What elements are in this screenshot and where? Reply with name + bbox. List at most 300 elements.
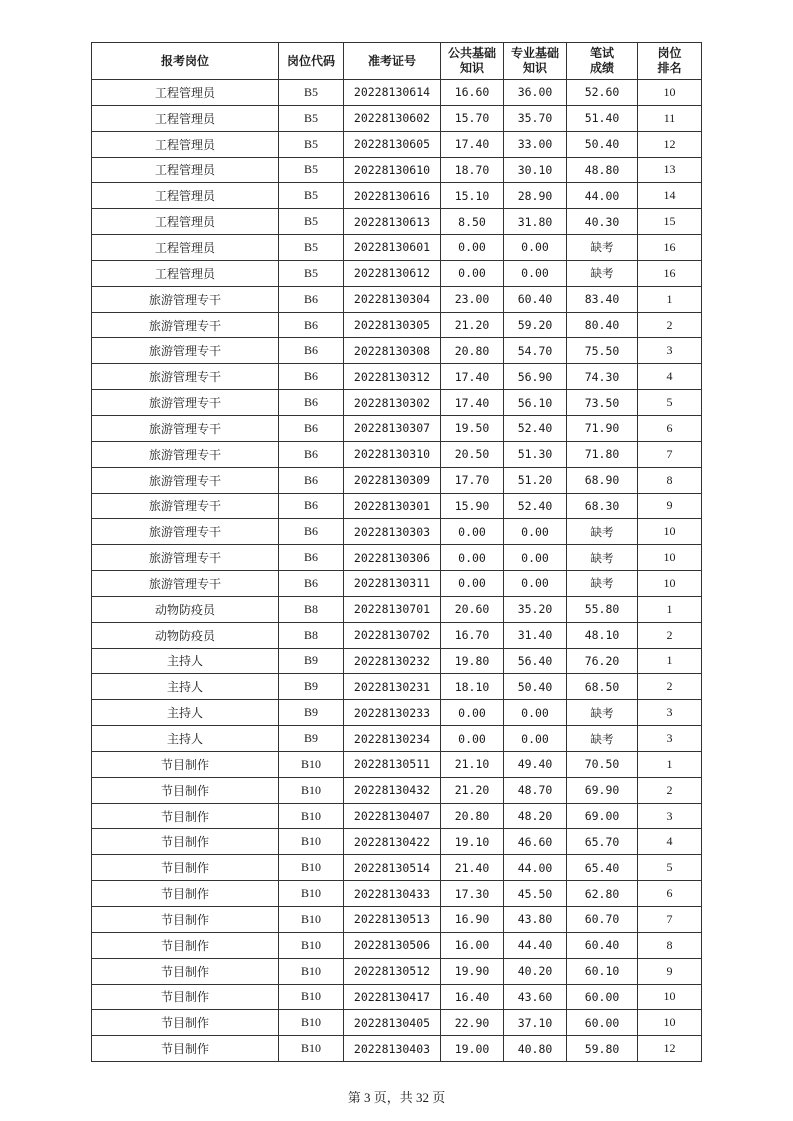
cell-code: B10 (279, 803, 344, 829)
cell-public-knowledge: 16.40 (441, 984, 504, 1010)
table-row (92, 829, 702, 855)
cell-public-knowledge: 22.90 (441, 1010, 504, 1036)
cell-exam-id: 20228130506 (344, 932, 441, 958)
cell-position: 旅游管理专干 (92, 545, 279, 571)
cell-written-score: 缺考 (567, 235, 638, 261)
cell-professional-knowledge: 0.00 (504, 571, 567, 597)
cell-code: B6 (279, 312, 344, 338)
cell-exam-id: 20228130422 (344, 829, 441, 855)
cell-professional-knowledge: 35.70 (504, 105, 567, 131)
cell-written-score: 44.00 (567, 183, 638, 209)
cell-exam-id: 20228130305 (344, 312, 441, 338)
cell-position: 主持人 (92, 726, 279, 752)
cell-rank: 10 (638, 1010, 702, 1036)
cell-written-score: 74.30 (567, 364, 638, 390)
table-row (92, 80, 702, 106)
cell-code: B6 (279, 364, 344, 390)
cell-public-knowledge: 19.90 (441, 958, 504, 984)
cell-code: B10 (279, 1036, 344, 1062)
cell-rank: 3 (638, 338, 702, 364)
cell-exam-id: 20228130614 (344, 80, 441, 106)
cell-written-score: 71.90 (567, 415, 638, 441)
cell-written-score: 51.40 (567, 105, 638, 131)
cell-code: B10 (279, 855, 344, 881)
cell-code: B5 (279, 157, 344, 183)
cell-exam-id: 20228130612 (344, 260, 441, 286)
cell-position: 动物防疫员 (92, 622, 279, 648)
cell-exam-id: 20228130304 (344, 286, 441, 312)
cell-exam-id: 20228130433 (344, 881, 441, 907)
cell-written-score: 68.50 (567, 674, 638, 700)
cell-public-knowledge: 8.50 (441, 209, 504, 235)
cell-public-knowledge: 23.00 (441, 286, 504, 312)
table-row (92, 648, 702, 674)
cell-exam-id: 20228130417 (344, 984, 441, 1010)
cell-written-score: 71.80 (567, 441, 638, 467)
cell-rank: 10 (638, 571, 702, 597)
cell-exam-id: 20228130701 (344, 596, 441, 622)
table-row (92, 881, 702, 907)
cell-public-knowledge: 21.20 (441, 777, 504, 803)
cell-professional-knowledge: 35.20 (504, 596, 567, 622)
cell-rank: 2 (638, 674, 702, 700)
cell-position: 工程管理员 (92, 183, 279, 209)
cell-professional-knowledge: 52.40 (504, 493, 567, 519)
cell-exam-id: 20228130307 (344, 415, 441, 441)
cell-exam-id: 20228130309 (344, 467, 441, 493)
cell-rank: 5 (638, 855, 702, 881)
cell-written-score: 68.30 (567, 493, 638, 519)
cell-professional-knowledge: 31.40 (504, 622, 567, 648)
header-professional-knowledge: 专业基础 知识 (504, 43, 567, 80)
cell-code: B6 (279, 493, 344, 519)
cell-public-knowledge: 17.40 (441, 390, 504, 416)
cell-rank: 2 (638, 312, 702, 338)
cell-public-knowledge: 18.70 (441, 157, 504, 183)
score-table-container (91, 42, 701, 1062)
table-row (92, 493, 702, 519)
cell-position: 工程管理员 (92, 209, 279, 235)
cell-written-score: 缺考 (567, 571, 638, 597)
cell-public-knowledge: 16.70 (441, 622, 504, 648)
cell-written-score: 69.90 (567, 777, 638, 803)
cell-position: 节目制作 (92, 932, 279, 958)
cell-exam-id: 20228130311 (344, 571, 441, 597)
cell-position: 节目制作 (92, 881, 279, 907)
cell-professional-knowledge: 31.80 (504, 209, 567, 235)
cell-code: B6 (279, 467, 344, 493)
cell-code: B9 (279, 726, 344, 752)
cell-rank: 3 (638, 726, 702, 752)
table-row (92, 1036, 702, 1062)
cell-position: 旅游管理专干 (92, 467, 279, 493)
table-row (92, 958, 702, 984)
table-row (92, 545, 702, 571)
cell-exam-id: 20228130702 (344, 622, 441, 648)
table-row (92, 596, 702, 622)
cell-rank: 14 (638, 183, 702, 209)
cell-code: B9 (279, 700, 344, 726)
table-row (92, 932, 702, 958)
cell-professional-knowledge: 59.20 (504, 312, 567, 338)
cell-written-score: 60.70 (567, 907, 638, 933)
cell-public-knowledge: 21.10 (441, 751, 504, 777)
cell-rank: 1 (638, 751, 702, 777)
cell-rank: 4 (638, 364, 702, 390)
cell-position: 节目制作 (92, 751, 279, 777)
cell-rank: 12 (638, 131, 702, 157)
cell-public-knowledge: 17.70 (441, 467, 504, 493)
table-row (92, 441, 702, 467)
header-written-score: 笔试 成绩 (567, 43, 638, 80)
score-table (91, 42, 702, 1062)
cell-position: 主持人 (92, 674, 279, 700)
table-row (92, 777, 702, 803)
cell-rank: 15 (638, 209, 702, 235)
cell-public-knowledge: 19.50 (441, 415, 504, 441)
header-public-knowledge: 公共基础 知识 (441, 43, 504, 80)
cell-professional-knowledge: 49.40 (504, 751, 567, 777)
cell-written-score: 缺考 (567, 519, 638, 545)
cell-rank: 10 (638, 80, 702, 106)
table-row (92, 415, 702, 441)
cell-exam-id: 20228130512 (344, 958, 441, 984)
cell-code: B6 (279, 390, 344, 416)
table-row (92, 183, 702, 209)
cell-rank: 11 (638, 105, 702, 131)
cell-code: B6 (279, 571, 344, 597)
cell-code: B6 (279, 545, 344, 571)
cell-rank: 2 (638, 777, 702, 803)
page-number-footer: 第 3 页，共 32 页 (347, 1090, 446, 1105)
table-row (92, 984, 702, 1010)
cell-code: B5 (279, 105, 344, 131)
cell-rank: 5 (638, 390, 702, 416)
cell-professional-knowledge: 36.00 (504, 80, 567, 106)
cell-exam-id: 20228130403 (344, 1036, 441, 1062)
table-row (92, 700, 702, 726)
cell-exam-id: 20228130616 (344, 183, 441, 209)
cell-written-score: 60.10 (567, 958, 638, 984)
cell-position: 节目制作 (92, 1036, 279, 1062)
cell-exam-id: 20228130511 (344, 751, 441, 777)
cell-rank: 9 (638, 493, 702, 519)
cell-professional-knowledge: 0.00 (504, 545, 567, 571)
cell-public-knowledge: 16.00 (441, 932, 504, 958)
cell-exam-id: 20228130605 (344, 131, 441, 157)
cell-written-score: 缺考 (567, 726, 638, 752)
cell-exam-id: 20228130613 (344, 209, 441, 235)
cell-public-knowledge: 0.00 (441, 519, 504, 545)
cell-position: 节目制作 (92, 1010, 279, 1036)
cell-public-knowledge: 21.20 (441, 312, 504, 338)
cell-written-score: 缺考 (567, 545, 638, 571)
table-row (92, 622, 702, 648)
cell-exam-id: 20228130405 (344, 1010, 441, 1036)
header-code: 岗位代码 (279, 43, 344, 80)
cell-position: 旅游管理专干 (92, 441, 279, 467)
header-rank: 岗位 排名 (638, 43, 702, 80)
table-row (92, 312, 702, 338)
cell-professional-knowledge: 43.60 (504, 984, 567, 1010)
table-row (92, 674, 702, 700)
cell-written-score: 60.00 (567, 984, 638, 1010)
cell-professional-knowledge: 45.50 (504, 881, 567, 907)
cell-professional-knowledge: 40.20 (504, 958, 567, 984)
table-row (92, 157, 702, 183)
cell-position: 节目制作 (92, 984, 279, 1010)
cell-exam-id: 20228130232 (344, 648, 441, 674)
cell-code: B9 (279, 674, 344, 700)
cell-code: B8 (279, 596, 344, 622)
cell-rank: 13 (638, 157, 702, 183)
cell-written-score: 69.00 (567, 803, 638, 829)
cell-position: 旅游管理专干 (92, 364, 279, 390)
cell-code: B9 (279, 648, 344, 674)
table-row (92, 467, 702, 493)
cell-position: 旅游管理专干 (92, 286, 279, 312)
cell-position: 节目制作 (92, 907, 279, 933)
cell-position: 旅游管理专干 (92, 415, 279, 441)
cell-code: B6 (279, 338, 344, 364)
cell-public-knowledge: 0.00 (441, 545, 504, 571)
cell-public-knowledge: 15.90 (441, 493, 504, 519)
cell-position: 旅游管理专干 (92, 519, 279, 545)
cell-professional-knowledge: 44.00 (504, 855, 567, 881)
cell-written-score: 60.00 (567, 1010, 638, 1036)
cell-written-score: 52.60 (567, 80, 638, 106)
cell-exam-id: 20228130514 (344, 855, 441, 881)
cell-written-score: 75.50 (567, 338, 638, 364)
cell-written-score: 55.80 (567, 596, 638, 622)
cell-code: B6 (279, 519, 344, 545)
cell-professional-knowledge: 0.00 (504, 235, 567, 261)
cell-position: 旅游管理专干 (92, 571, 279, 597)
cell-public-knowledge: 21.40 (441, 855, 504, 881)
cell-professional-knowledge: 0.00 (504, 700, 567, 726)
cell-exam-id: 20228130312 (344, 364, 441, 390)
cell-rank: 6 (638, 415, 702, 441)
cell-exam-id: 20228130407 (344, 803, 441, 829)
cell-written-score: 73.50 (567, 390, 638, 416)
cell-exam-id: 20228130301 (344, 493, 441, 519)
cell-public-knowledge: 0.00 (441, 726, 504, 752)
table-row (92, 726, 702, 752)
cell-professional-knowledge: 28.90 (504, 183, 567, 209)
cell-public-knowledge: 17.30 (441, 881, 504, 907)
cell-written-score: 48.80 (567, 157, 638, 183)
cell-public-knowledge: 20.80 (441, 803, 504, 829)
cell-professional-knowledge: 0.00 (504, 726, 567, 752)
cell-code: B10 (279, 984, 344, 1010)
cell-position: 节目制作 (92, 855, 279, 881)
header-position: 报考岗位 (92, 43, 279, 80)
cell-professional-knowledge: 0.00 (504, 519, 567, 545)
cell-position: 旅游管理专干 (92, 493, 279, 519)
cell-written-score: 50.40 (567, 131, 638, 157)
cell-professional-knowledge: 50.40 (504, 674, 567, 700)
cell-public-knowledge: 0.00 (441, 700, 504, 726)
cell-professional-knowledge: 56.40 (504, 648, 567, 674)
cell-position: 节目制作 (92, 829, 279, 855)
cell-public-knowledge: 16.60 (441, 80, 504, 106)
cell-public-knowledge: 15.10 (441, 183, 504, 209)
cell-public-knowledge: 18.10 (441, 674, 504, 700)
cell-exam-id: 20228130234 (344, 726, 441, 752)
cell-public-knowledge: 19.00 (441, 1036, 504, 1062)
cell-professional-knowledge: 60.40 (504, 286, 567, 312)
table-row (92, 907, 702, 933)
cell-written-score: 缺考 (567, 700, 638, 726)
cell-rank: 7 (638, 907, 702, 933)
cell-written-score: 83.40 (567, 286, 638, 312)
cell-public-knowledge: 19.80 (441, 648, 504, 674)
cell-professional-knowledge: 56.10 (504, 390, 567, 416)
cell-position: 动物防疫员 (92, 596, 279, 622)
cell-exam-id: 20228130302 (344, 390, 441, 416)
table-row (92, 131, 702, 157)
cell-code: B6 (279, 286, 344, 312)
cell-rank: 8 (638, 932, 702, 958)
cell-written-score: 59.80 (567, 1036, 638, 1062)
cell-rank: 3 (638, 803, 702, 829)
cell-position: 节目制作 (92, 777, 279, 803)
cell-written-score: 40.30 (567, 209, 638, 235)
cell-code: B10 (279, 958, 344, 984)
cell-code: B10 (279, 829, 344, 855)
cell-position: 节目制作 (92, 958, 279, 984)
cell-professional-knowledge: 0.00 (504, 260, 567, 286)
cell-professional-knowledge: 40.80 (504, 1036, 567, 1062)
cell-exam-id: 20228130513 (344, 907, 441, 933)
cell-public-knowledge: 19.10 (441, 829, 504, 855)
cell-professional-knowledge: 44.40 (504, 932, 567, 958)
cell-professional-knowledge: 51.30 (504, 441, 567, 467)
table-row (92, 571, 702, 597)
cell-professional-knowledge: 51.20 (504, 467, 567, 493)
cell-rank: 6 (638, 881, 702, 907)
cell-position: 工程管理员 (92, 260, 279, 286)
cell-code: B10 (279, 932, 344, 958)
cell-rank: 2 (638, 622, 702, 648)
cell-position: 主持人 (92, 700, 279, 726)
cell-rank: 16 (638, 235, 702, 261)
table-row (92, 855, 702, 881)
cell-rank: 8 (638, 467, 702, 493)
cell-professional-knowledge: 43.80 (504, 907, 567, 933)
cell-exam-id: 20228130308 (344, 338, 441, 364)
cell-code: B5 (279, 80, 344, 106)
table-row (92, 338, 702, 364)
table-row (92, 286, 702, 312)
cell-public-knowledge: 20.60 (441, 596, 504, 622)
cell-written-score: 60.40 (567, 932, 638, 958)
cell-exam-id: 20228130233 (344, 700, 441, 726)
cell-position: 旅游管理专干 (92, 312, 279, 338)
cell-public-knowledge: 20.80 (441, 338, 504, 364)
cell-position: 工程管理员 (92, 105, 279, 131)
cell-position: 主持人 (92, 648, 279, 674)
cell-rank: 3 (638, 700, 702, 726)
cell-exam-id: 20228130303 (344, 519, 441, 545)
cell-professional-knowledge: 33.00 (504, 131, 567, 157)
cell-rank: 12 (638, 1036, 702, 1062)
cell-public-knowledge: 17.40 (441, 364, 504, 390)
cell-code: B6 (279, 415, 344, 441)
cell-code: B10 (279, 777, 344, 803)
cell-written-score: 48.10 (567, 622, 638, 648)
cell-public-knowledge: 20.50 (441, 441, 504, 467)
cell-professional-knowledge: 46.60 (504, 829, 567, 855)
cell-professional-knowledge: 54.70 (504, 338, 567, 364)
cell-written-score: 62.80 (567, 881, 638, 907)
cell-professional-knowledge: 30.10 (504, 157, 567, 183)
cell-exam-id: 20228130231 (344, 674, 441, 700)
table-row (92, 260, 702, 286)
cell-exam-id: 20228130432 (344, 777, 441, 803)
header-exam-id: 准考证号 (344, 43, 441, 80)
cell-rank: 16 (638, 260, 702, 286)
cell-exam-id: 20228130306 (344, 545, 441, 571)
table-row (92, 1010, 702, 1036)
cell-rank: 4 (638, 829, 702, 855)
table-row (92, 364, 702, 390)
table-row (92, 519, 702, 545)
cell-written-score: 76.20 (567, 648, 638, 674)
table-row (92, 390, 702, 416)
table-row (92, 803, 702, 829)
cell-public-knowledge: 17.40 (441, 131, 504, 157)
cell-code: B5 (279, 235, 344, 261)
cell-rank: 9 (638, 958, 702, 984)
cell-public-knowledge: 15.70 (441, 105, 504, 131)
table-row (92, 209, 702, 235)
cell-code: B10 (279, 881, 344, 907)
cell-written-score: 68.90 (567, 467, 638, 493)
table-row (92, 235, 702, 261)
cell-position: 旅游管理专干 (92, 338, 279, 364)
cell-public-knowledge: 0.00 (441, 260, 504, 286)
cell-code: B5 (279, 131, 344, 157)
cell-position: 节目制作 (92, 803, 279, 829)
cell-position: 工程管理员 (92, 235, 279, 261)
table-row (92, 751, 702, 777)
cell-written-score: 65.70 (567, 829, 638, 855)
cell-professional-knowledge: 48.70 (504, 777, 567, 803)
cell-code: B8 (279, 622, 344, 648)
cell-code: B5 (279, 183, 344, 209)
cell-code: B5 (279, 209, 344, 235)
cell-exam-id: 20228130602 (344, 105, 441, 131)
cell-rank: 10 (638, 984, 702, 1010)
cell-written-score: 80.40 (567, 312, 638, 338)
cell-code: B10 (279, 751, 344, 777)
table-row (92, 105, 702, 131)
cell-code: B10 (279, 907, 344, 933)
cell-code: B6 (279, 441, 344, 467)
cell-written-score: 缺考 (567, 260, 638, 286)
cell-public-knowledge: 0.00 (441, 571, 504, 597)
cell-code: B10 (279, 1010, 344, 1036)
cell-position: 工程管理员 (92, 80, 279, 106)
cell-code: B5 (279, 260, 344, 286)
cell-rank: 1 (638, 596, 702, 622)
table-header-row (92, 43, 702, 80)
cell-written-score: 65.40 (567, 855, 638, 881)
cell-professional-knowledge: 52.40 (504, 415, 567, 441)
cell-exam-id: 20228130601 (344, 235, 441, 261)
cell-professional-knowledge: 56.90 (504, 364, 567, 390)
